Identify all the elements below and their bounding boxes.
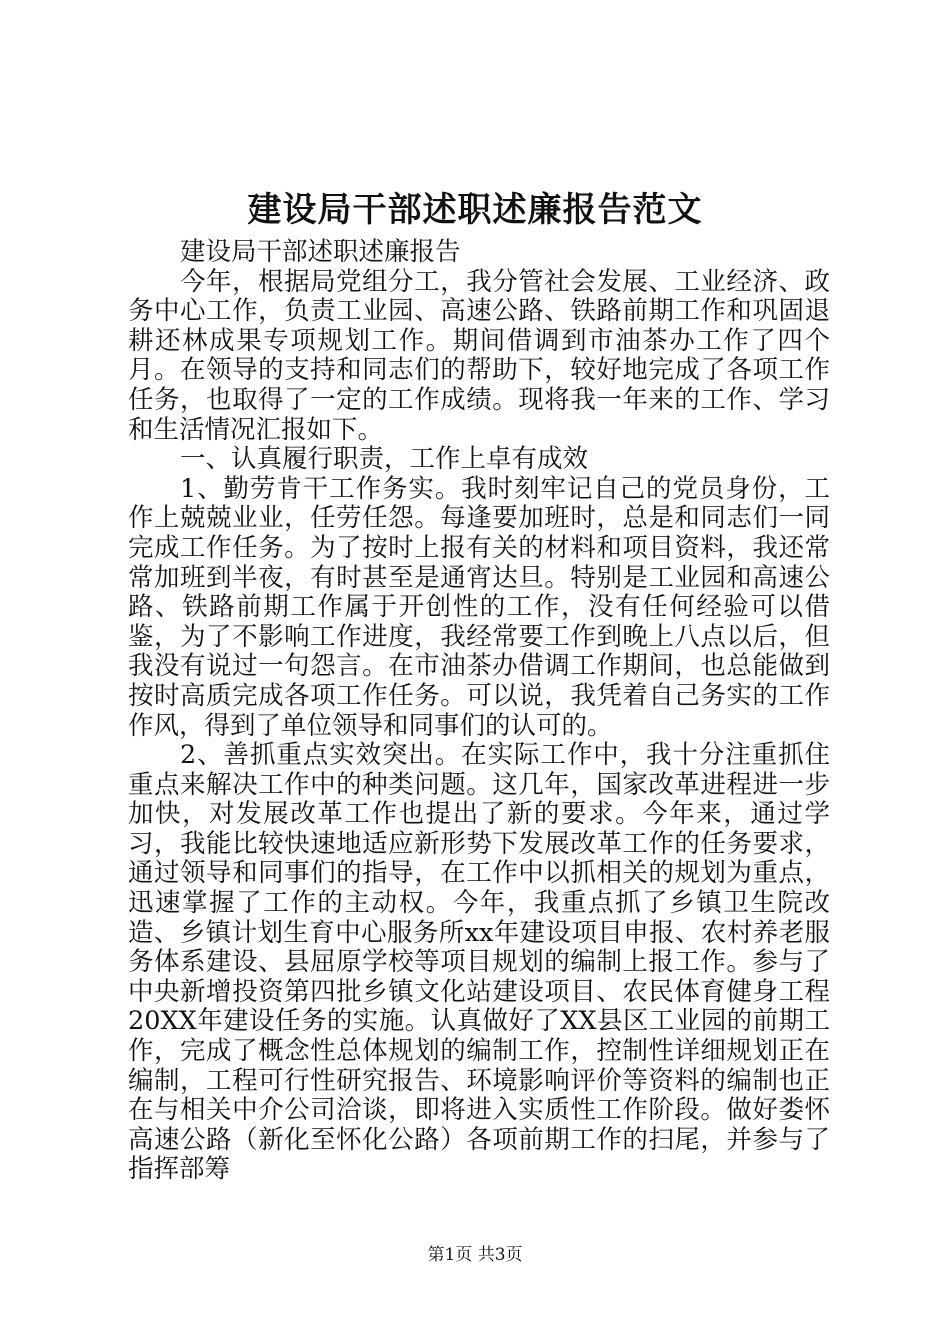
paragraph-item-1: 1、勤劳肯干工作务实。我时刻牢记自己的党员身份，工作上兢兢业业，任劳任怨。每逢要加班时，总是和同志们一同完成工作任务。为了按时上报有关的材料和项目资料，我还常常加班到半夜，有时甚至是通宵达旦。特别是工业园和高速公路、铁路前期工作属于开创性的工作，没有任何经验可以借鉴，为了不影响工作进度，我经常要工作到晚上八点以后，但我没有说过一句怨言。在市油茶办借调工作期间，也总能做到按时高质完成各项工作任务。可以说，我凭着自己务实的工作作风，得到了单位领导和同事们的认可的。	[128, 473, 830, 741]
document-body	[128, 238, 830, 1185]
document-title: 建设局干部述职述廉报告范文	[247, 190, 703, 230]
paragraph-subtitle: 建设局干部述职述廉报告	[180, 237, 461, 267]
section-heading-1: 一、认真履行职责，工作上卓有成效	[180, 444, 589, 475]
paragraph-intro: 今年，根据局党组分工，我分管社会发展、工业经济、政务中心工作，负责工业园、高速公路、铁路前期工作和巩固退耕还林成果专项规划工作。期间借调到市油茶办工作了四个月。在领导的支持和同志们的帮助下，较好地完成了各项工作任务，也取得了一定的工作成绩。现将我一年来的工作、学习和生活情况汇报如下。	[128, 266, 830, 445]
page-footer: 第1页 共3页	[427, 1245, 523, 1265]
paragraph-item-2: 2、善抓重点实效突出。在实际工作中，我十分注重抓住重点来解决工作中的种类问题。这几年，国家改革进程进一步加快，对发展改革工作也提出了新的要求。今年来，通过学习，我能比较快速地适应新形势下发展改革工作的任务要求，通过领导和同事们的指导，在工作中以抓相关的规划为重点，迅速掌握了工作的主动权。今年，我重点抓了乡镇卫生院改造、乡镇计划生育中心服务所xx年建设项目申报、农村养老服务体系建设、县屈原学校等项目规划的编制上报工作。参与了中央新增投资第四批乡镇文化站建设项目、农民体育健身工程20XX年建设任务的实施。认真做好了XX县区工业园的前期工作，完成了概念性总体规划的编制工作，控制性详细规划正在编制，工程可行性研究报告、环境影响评价等资料的编制也正在与相关中介公司洽谈，即将进入实质性工作阶段。做好娄怀高速公路（新化至怀化公路）各项前期工作的扫尾，并参与了指挥部筹	[128, 740, 830, 1185]
